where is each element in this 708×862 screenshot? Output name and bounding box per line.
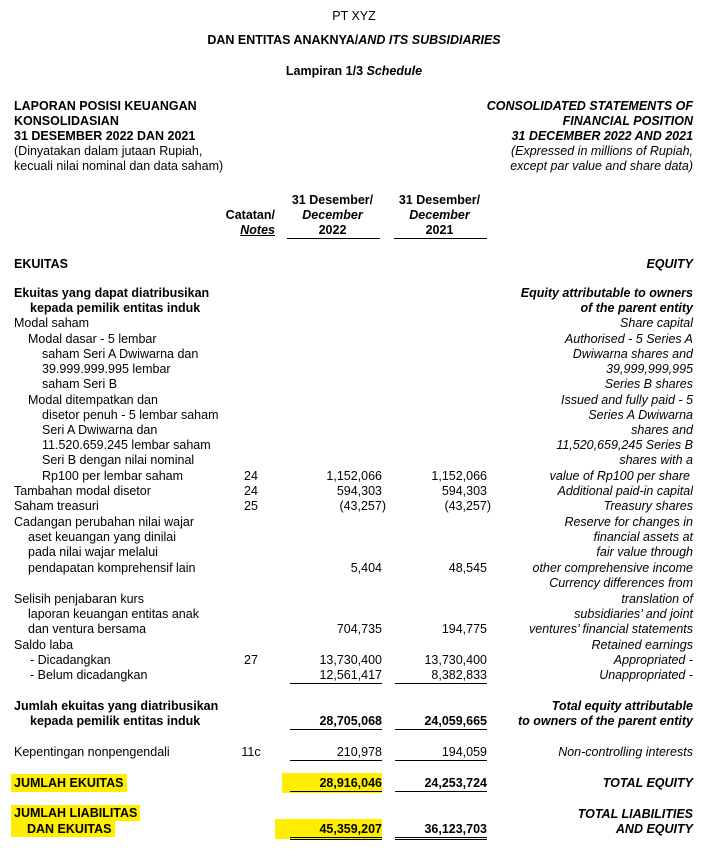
col-2022-year: 2022 <box>318 223 347 237</box>
total-le-left-2: DAN EKUITAS <box>11 821 115 837</box>
total-attrib-2022-cell <box>285 714 382 730</box>
total-le-left-1-cell <box>11 806 140 821</box>
attrib-left-1: Ekuitas yang dapat diatribusikan <box>14 286 210 300</box>
authorised-right-4: Series B shares <box>604 377 693 391</box>
reserve-left-2: aset keuangan yang dinilai <box>28 530 177 544</box>
apic-2021: 594,303 <box>441 484 487 498</box>
issued-right-6: value of Rp100 per share <box>549 469 690 483</box>
title-right-2: FINANCIAL POSITION <box>562 114 693 128</box>
attrib-right-2: of the parent entity <box>580 301 693 315</box>
unappropriated-2021: 8,382,833 <box>395 668 487 684</box>
title-right-3: 31 DECEMBER 2022 AND 2021 <box>511 129 693 143</box>
col-notes-en: Notes <box>240 223 275 237</box>
total-equity-2021: 24,253,724 <box>395 776 487 792</box>
translation-right-2: translation of <box>621 592 693 606</box>
nci-2021-cell <box>390 745 487 761</box>
authorised-right-1: Authorised - 5 Series A <box>564 332 693 346</box>
authorised-left-4: saham Seri B <box>42 377 118 391</box>
section-right: EQUITY <box>646 257 693 271</box>
col-2021-en: December <box>409 208 470 222</box>
subtitle <box>0 33 708 48</box>
nci-left: Kepentingan nonpengendali <box>14 745 170 759</box>
col-2022-en: December <box>302 208 363 222</box>
unappropriated-left: - Belum dicadangkan <box>30 668 148 682</box>
appropriated-left: - Dicadangkan <box>30 653 111 667</box>
issued-right-3: shares and <box>631 423 693 437</box>
col-2021-id: 31 Desember/ <box>398 193 481 207</box>
unappropriated-2022-cell <box>285 668 382 684</box>
total-equity-2022: 28,916,046 <box>290 776 382 792</box>
issued-left-4: 11.520.659.245 lembar saham <box>42 438 211 452</box>
title-left-3: 31 DESEMBER 2022 DAN 2021 <box>14 129 196 143</box>
reserve-right-4: other comprehensive income <box>532 561 693 575</box>
translation-right-1: Currency differences from <box>549 576 693 590</box>
total-attrib-left-1: Jumlah ekuitas yang diatribusikan <box>14 699 219 713</box>
treasury-2022: (43,257) <box>339 499 386 513</box>
col-2022-id: 31 Desember/ <box>291 193 374 207</box>
total-equity-right: TOTAL EQUITY <box>602 776 693 790</box>
share-capital-right: Share capital <box>620 316 693 330</box>
treasury-2021: (43,257) <box>444 499 491 513</box>
col-2022-underline <box>287 238 380 239</box>
issued-right-5: shares with a <box>619 453 693 467</box>
title-left-1: LAPORAN POSISI KEUANGAN <box>14 99 197 113</box>
total-equity-2022-cell <box>282 773 382 793</box>
title-right-4: (Expressed in millions of Rupiah, <box>510 144 693 158</box>
reserve-right-1: Reserve for changes in <box>564 515 693 529</box>
translation-left-3: dan ventura bersama <box>28 622 147 636</box>
total-attrib-right-2: to owners of the parent entity <box>517 714 693 728</box>
total-le-2021-cell <box>390 822 487 840</box>
translation-right-4: ventures’ financial statements <box>529 622 693 636</box>
attrib-right-1: Equity attributable to owners <box>520 286 693 300</box>
total-attrib-2021: 24,059,665 <box>395 714 487 730</box>
subtitle-en: AND ITS SUBSIDIARIES <box>358 33 501 47</box>
reserve-right-2: financial assets at <box>593 530 693 544</box>
nci-2022: 210,978 <box>290 745 382 761</box>
title-right-5: except par value and share data) <box>510 159 693 173</box>
total-attrib-left-2: kepada pemilik entitas induk <box>30 714 201 728</box>
apic-left: Tambahan modal disetor <box>14 484 151 498</box>
col-notes-id: Catatan/ <box>225 208 275 222</box>
translation-2021: 194,775 <box>441 622 487 636</box>
authorised-right-3: 39,999,999,995 <box>606 362 693 376</box>
title-left-2: KONSOLIDASIAN <box>14 114 119 128</box>
total-le-2022: 45,359,207 <box>290 822 382 840</box>
schedule-id: Lampiran 1/3 <box>285 64 367 78</box>
apic-note: 24 <box>244 484 258 498</box>
company-name: PT XYZ <box>332 9 376 23</box>
issued-left-3: Seri A Dwiwarna dan <box>42 423 158 437</box>
nci-2021: 194,059 <box>395 745 487 761</box>
authorised-left-1: Modal dasar - 5 lembar <box>28 332 157 346</box>
col-2021-year: 2021 <box>425 223 454 237</box>
nci-right: Non-controlling interests <box>558 745 693 759</box>
nci-note: 11c <box>241 745 261 759</box>
attrib-left-2: kepada pemilik entitas induk <box>30 301 201 315</box>
reserve-right-3: fair value through <box>596 545 693 559</box>
apic-right: Additional paid-in capital <box>557 484 693 498</box>
section-left: EKUITAS <box>14 257 68 271</box>
treasury-right: Treasury shares <box>603 499 693 513</box>
issued-left-6: Rp100 per lembar saham <box>42 469 184 483</box>
issued-left-5: Seri B dengan nilai nominal <box>42 453 195 467</box>
total-attrib-2021-cell <box>390 714 487 730</box>
reserve-2021: 48,545 <box>448 561 487 575</box>
schedule-en: Schedule <box>366 64 423 78</box>
reserve-2022: 5,404 <box>350 561 382 575</box>
issued-2022: 1,152,066 <box>326 469 382 483</box>
total-le-left-1: JUMLAH LIABILITAS <box>11 805 140 821</box>
total-le-2021: 36,123,703 <box>395 822 487 840</box>
total-equity-left: JUMLAH EKUITAS <box>11 774 127 792</box>
appropriated-2021: 13,730,400 <box>424 653 487 667</box>
issued-right-1: Issued and fully paid - 5 <box>560 393 693 407</box>
total-le-right-2: AND EQUITY <box>615 822 693 836</box>
unappropriated-2022: 12,561,417 <box>290 668 382 684</box>
total-attrib-right-1: Total equity attributable <box>551 699 693 713</box>
unappropriated-2021-cell <box>390 668 487 684</box>
translation-right-3: subsidiaries’ and joint <box>574 607 693 621</box>
reserve-left-3: pada nilai wajar melalui <box>28 545 158 559</box>
appropriated-note: 27 <box>244 653 258 667</box>
treasury-note: 25 <box>244 499 258 513</box>
title-right-1: CONSOLIDATED STATEMENTS OF <box>486 99 693 113</box>
subtitle-id: DAN ENTITAS ANAKNYA/ <box>207 33 359 47</box>
total-le-2022-cell <box>275 819 382 839</box>
unappropriated-right: Unappropriated - <box>599 668 693 682</box>
total-attrib-2022: 28,705,068 <box>290 714 382 730</box>
translation-left-2: laporan keuangan entitas anak <box>28 607 199 621</box>
total-equity-left-cell <box>11 774 127 792</box>
total-le-right-1: TOTAL LIABILITIES <box>577 807 693 821</box>
issued-left-2: disetor penuh - 5 lembar saham <box>42 408 219 422</box>
reserve-left-4: pendapatan komprehensif lain <box>28 561 196 575</box>
issued-right-2: Series A Dwiwarna <box>588 408 693 422</box>
schedule-label <box>0 64 708 79</box>
share-capital-left: Modal saham <box>14 316 90 330</box>
issued-right-4: 11,520,659,245 Series B <box>556 438 693 452</box>
title-left-5: kecuali nilai nominal dan data saham) <box>14 159 224 173</box>
title-left-4: (Dinyatakan dalam jutaan Rupiah, <box>14 144 203 158</box>
authorised-left-3: 39.999.999.995 lembar <box>42 362 171 376</box>
retained-right: Retained earnings <box>591 638 693 652</box>
translation-2022: 704,735 <box>336 622 382 636</box>
issued-note: 24 <box>244 469 258 483</box>
retained-left: Saldo laba <box>14 638 74 652</box>
nci-2022-cell <box>285 745 382 761</box>
total-le-left-2-cell <box>11 822 115 837</box>
treasury-left: Saham treasuri <box>14 499 99 513</box>
authorised-right-2: Dwiwarna shares and <box>572 347 693 361</box>
appropriated-2022: 13,730,400 <box>319 653 382 667</box>
col-2021-underline <box>394 238 487 239</box>
total-equity-2021-cell <box>390 776 487 792</box>
reserve-left-1: Cadangan perubahan nilai wajar <box>14 515 194 529</box>
authorised-left-2: saham Seri A Dwiwarna dan <box>42 347 199 361</box>
appropriated-right: Appropriated - <box>613 653 693 667</box>
issued-left-1: Modal ditempatkan dan <box>28 393 158 407</box>
translation-left-1: Selisih penjabaran kurs <box>14 592 144 606</box>
issued-2021: 1,152,066 <box>431 469 487 483</box>
apic-2022: 594,303 <box>336 484 382 498</box>
